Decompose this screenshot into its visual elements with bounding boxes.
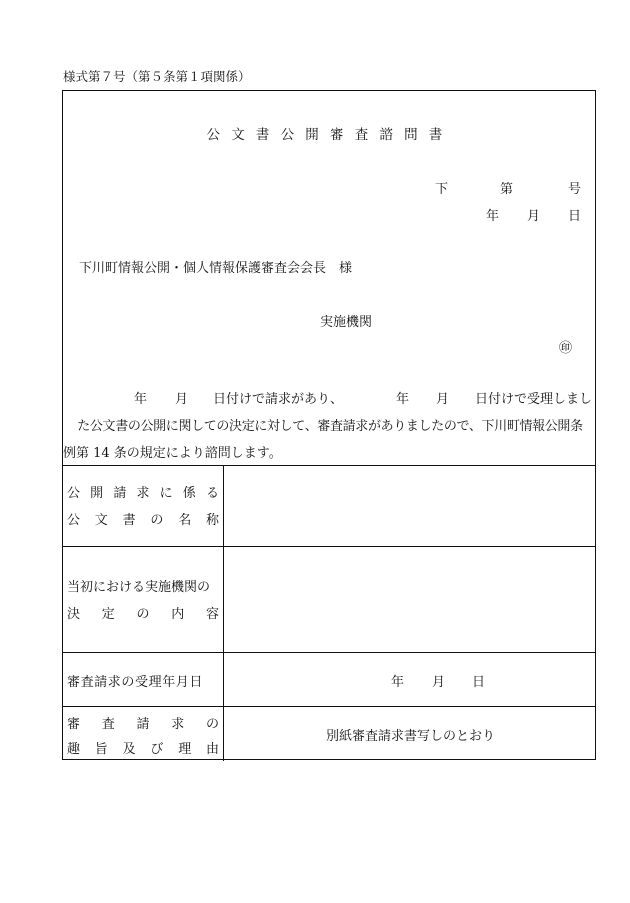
row1-label-line1: 公 開 請 求 に 係 る — [67, 486, 219, 501]
body-month-1: 月 — [175, 392, 189, 407]
row2-label-line1: 当初における実施機関の — [67, 580, 211, 595]
row4-value: 別紙審査請求書写しのとおり — [325, 729, 495, 744]
date-day: 日 — [568, 209, 582, 224]
body-year-2: 年 — [396, 392, 410, 407]
date-year: 年 — [486, 209, 500, 224]
table-row-divider — [63, 546, 595, 547]
receipt-day: 日 — [472, 675, 486, 690]
body-year-1: 年 — [134, 392, 148, 407]
row2-label-line2: 決 定 の 内 容 — [67, 607, 219, 622]
date-month: 月 — [527, 209, 541, 224]
body-line-3: 例第 14 条の規定により諮問します。 — [63, 446, 282, 461]
row4-label-line2: 趣 旨 及 び 理 由 — [67, 742, 219, 757]
ref-prefix: 下 — [435, 182, 449, 197]
seal-mark: ㊞ — [559, 341, 573, 356]
body-month-2: 月 — [436, 392, 450, 407]
table-row-divider — [63, 706, 595, 707]
row4-label-line1: 審 査 請 求 の — [67, 717, 219, 732]
body-request-date-text: 日付けで請求があり、 — [213, 392, 344, 407]
table-row-divider — [63, 652, 595, 653]
form-number-label: 様式第７号（第５条第１項関係） — [63, 69, 251, 84]
row1-label-line2: 公 文 書 の 名 称 — [67, 513, 219, 528]
body-receipt-date-text: 日付けで受理しまし — [475, 392, 593, 407]
sender-agency: 実施機関 — [320, 315, 373, 330]
ref-dai: 第 — [500, 182, 514, 197]
row3-label: 審査請求の受理年月日 — [67, 675, 204, 690]
table-column-divider — [223, 465, 224, 761]
inquiry-form — [62, 90, 596, 760]
body-line-2: た公文書の公開に関しての決定に対して、審査請求がありましたので、下川町情報公開条 — [77, 419, 583, 434]
receipt-month: 月 — [432, 675, 446, 690]
addressee: 下川町情報公開・個人情報保護審査会会長 様 — [79, 261, 353, 276]
receipt-year: 年 — [391, 675, 405, 690]
ref-go: 号 — [568, 182, 582, 197]
document-title: 公文書公開審査諮問書 — [206, 127, 454, 143]
table-top-border — [63, 465, 595, 466]
